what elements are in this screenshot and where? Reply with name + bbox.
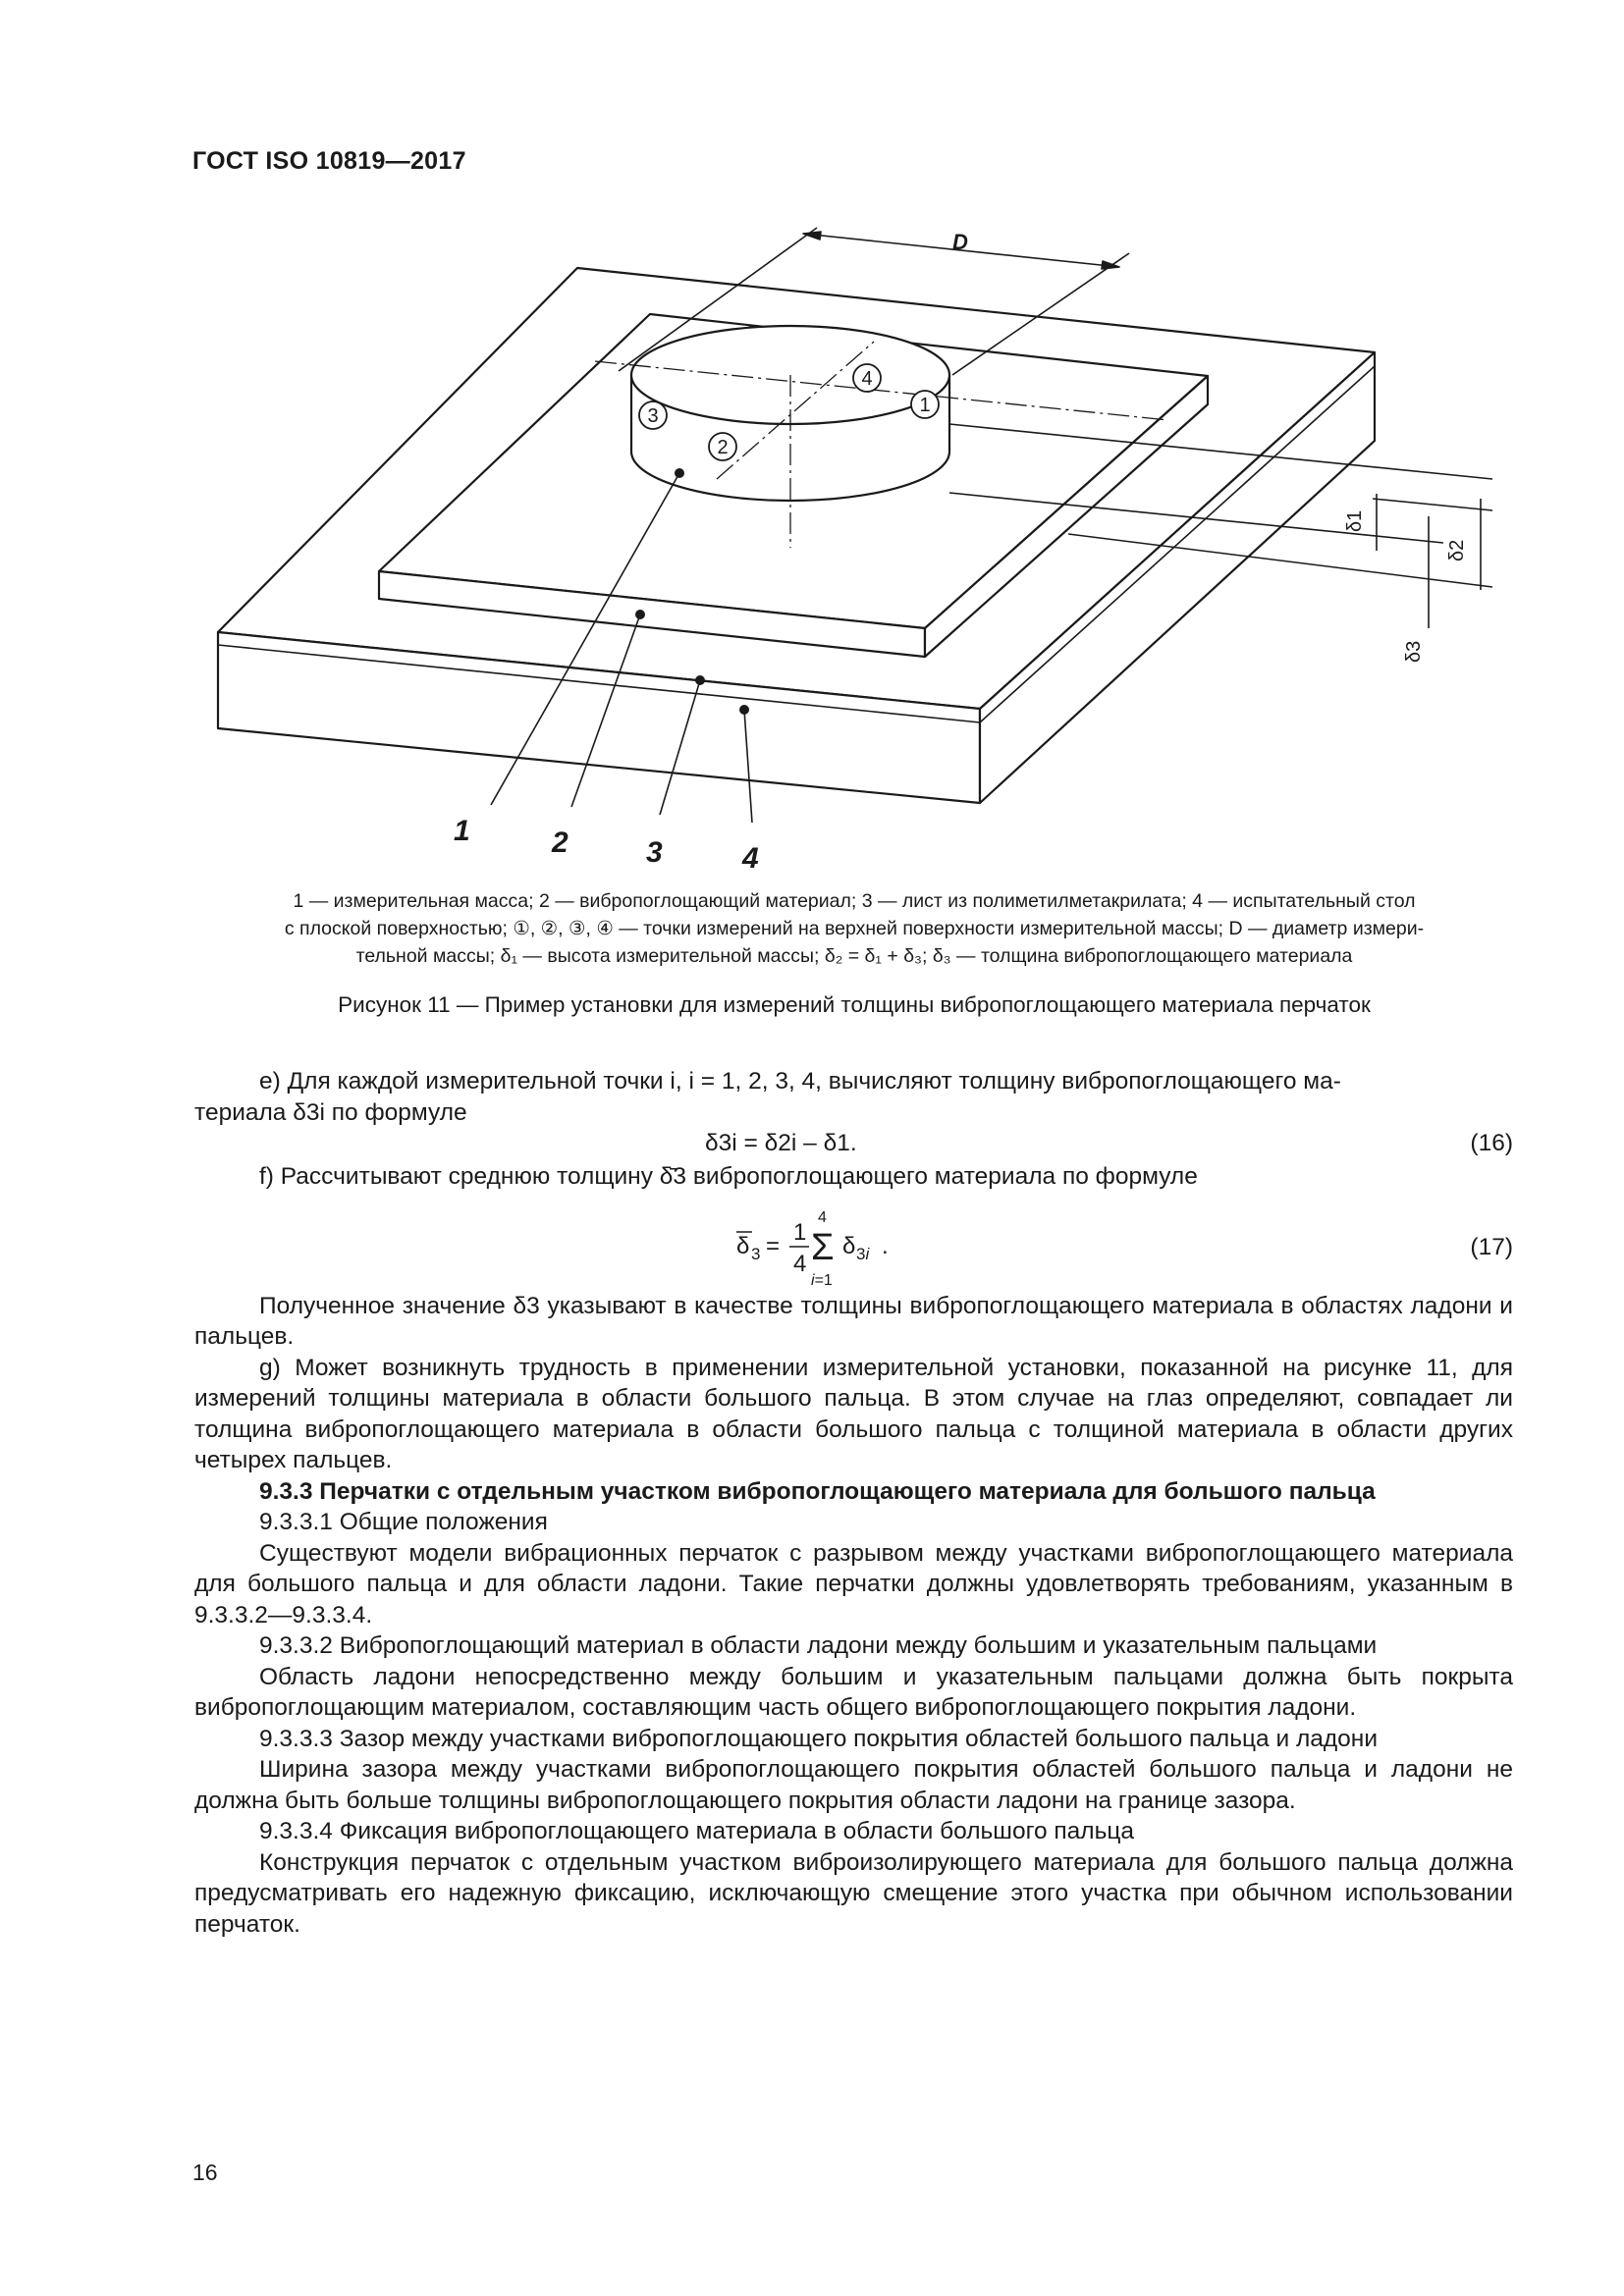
svg-text:Σ: Σ [811, 1226, 835, 1268]
svg-text:δ: δ [842, 1232, 856, 1259]
svg-text:4: 4 [818, 1208, 827, 1226]
svg-text:.: . [882, 1232, 889, 1259]
legend-line: 1 — измерительная масса; 2 — вибропоглощающий материал; 3 — лист из полиметилметакрилата; 4 — испытательный стол [293, 890, 1416, 912]
callout-2: 2 [552, 827, 568, 859]
svg-text:3: 3 [751, 1244, 761, 1263]
svg-text:1: 1 [793, 1218, 807, 1246]
heading-9-3-3-4: 9.3.3.4 Фиксация вибропоглощающего материала в области большого пальца [259, 1818, 1135, 1844]
formula-16 [194, 1128, 1513, 1161]
heading-9-3-3-3: 9.3.3.3 Зазор между участками вибропоглощающего покрытия областей большого пальца и ладони [259, 1725, 1379, 1752]
svg-text:3i: 3i [856, 1244, 870, 1263]
svg-text:δ: δ [736, 1232, 750, 1259]
point-1: 1 [919, 395, 931, 416]
point-4: 4 [861, 368, 873, 390]
delta-1-label: δ1 [1344, 509, 1366, 532]
figure-11-setup-diagram [187, 216, 1542, 883]
heading-9-3-3-1: 9.3.3.1 Общие положения [259, 1509, 548, 1535]
point-3: 3 [647, 405, 659, 427]
svg-text:4: 4 [793, 1250, 807, 1277]
dimension-d-label: D [952, 230, 968, 254]
delta-2-label: δ2 [1446, 539, 1468, 561]
formula-16-expression: δ3i = δ2i – δ1. [705, 1130, 857, 1156]
heading-9-3-3: 9.3.3 Перчатки с отдельным участком вибропоглощающего материала для большого пальца [259, 1477, 1376, 1505]
formula-17 [194, 1193, 1513, 1291]
figure-legend [196, 887, 1512, 970]
paragraph-e-cont: териала δ3i по формуле [194, 1098, 467, 1126]
callout-4: 4 [742, 842, 759, 875]
paragraph-obtained: Полученное значение δ3 указывают в качестве толщины вибропоглощающего материала в областях ладони и пальцев. [194, 1292, 1513, 1350]
equation-number-16: (16) [1470, 1130, 1513, 1156]
body-text [194, 1066, 1513, 1940]
callout-1: 1 [454, 815, 470, 847]
legend-line: тельной массы; δ₁ — высота измерительной массы; δ₂ = δ₁ + δ₃; δ₃ — толщина вибропоглощающего материала [355, 945, 1353, 967]
legend-line: с плоской поверхностью; ①, ②, ③, ④ — точки измерений на верхней поверхности измерительной массы; D — диаметр измери- [284, 918, 1425, 939]
callout-3: 3 [646, 836, 663, 869]
paragraph-f: f) Рассчитывают среднюю толщину δ̄3 вибропоглощающего материала по формуле [259, 1163, 1198, 1190]
heading-9-3-3-2: 9.3.3.2 Вибропоглощающий материал в области ладони между большим и указательным пальцами [259, 1632, 1378, 1659]
paragraph-9-3-3-3: Ширина зазора между участками вибропоглощающего покрытия областей большого пальца и ладони не должна быть больше толщины вибропоглощающего покрытия области ладони на границе зазора. [194, 1756, 1513, 1814]
paragraph-g: g) Может возникнуть трудность в применении измерительной установки, показанной на рисунке 11, для измерений толщины материала в области большого пальца. В этом случае на глаз определяют, совпадает ли толщина вибропоглощающего материала в области большого пальца с толщиной материала в области других четырех пальцев. [194, 1354, 1513, 1473]
paragraph-9-3-3-1: Существуют модели вибрационных перчаток с разрывом между участками вибропоглощающего материала для большого пальца и для области ладони. Такие перчатки должны удовлетворять требованиям, указанным в 9.3.3.2—9.3.3.4. [194, 1539, 1513, 1629]
svg-text:=: = [766, 1232, 781, 1259]
paragraph-e: e) Для каждой измерительной точки i, i = 1, 2, 3, 4, вычисляют толщину вибропоглощающего ма- [259, 1068, 1341, 1095]
paragraph-9-3-3-4: Конструкция перчаток с отдельным участком виброизолирующего материала для большого пальца должна предусматривать его надежную фиксацию, исключающую смещение этого участка при обычном использовании перчаток. [194, 1848, 1513, 1938]
point-2: 2 [717, 437, 729, 458]
formula-17-expression [734, 1193, 931, 1291]
svg-text:i=1: i=1 [811, 1271, 833, 1289]
document-header: ГОСТ ISO 10819—2017 [192, 147, 466, 175]
figure-caption: Рисунок 11 — Пример установки для измерений толщины вибропоглощающего материала перчаток [338, 992, 1371, 1017]
equation-number-17: (17) [1470, 1233, 1513, 1260]
page-number: 16 [192, 2160, 218, 2185]
paragraph-9-3-3-2: Область ладони непосредственно между большим и указательным пальцами должна быть покрыта вибропоглощающим материалом, составляющим часть общего вибропоглощающего покрытия ладони. [194, 1663, 1513, 1721]
delta-3-label: δ3 [1403, 640, 1425, 663]
